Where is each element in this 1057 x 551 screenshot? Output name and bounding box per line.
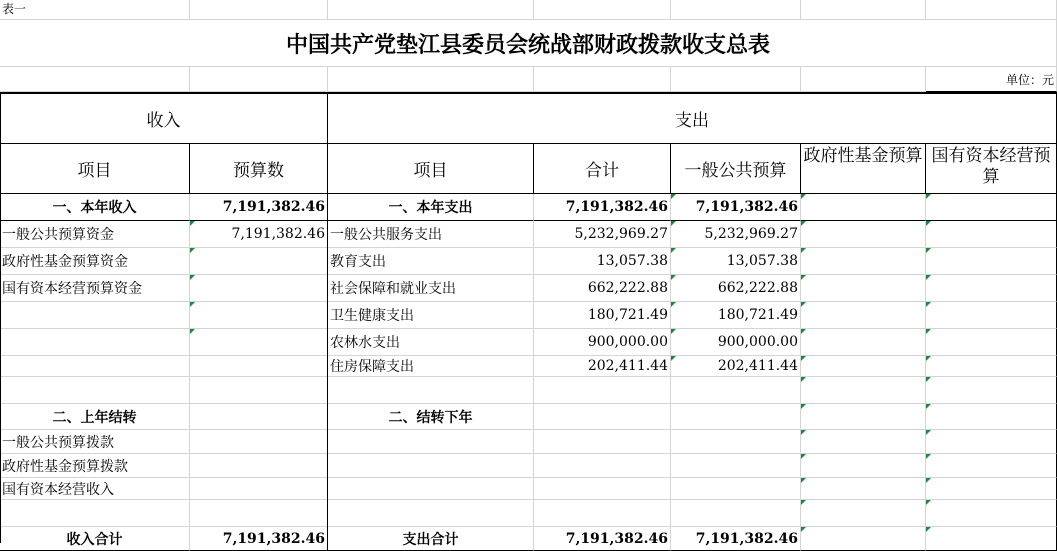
total-cell[interactable]: 180,721.49 xyxy=(534,302,671,329)
expense-item-cell[interactable]: 住房保障支出 xyxy=(328,356,534,377)
table-row xyxy=(0,454,1057,478)
gov-fund-cell[interactable] xyxy=(801,404,926,430)
income-amount-cell[interactable] xyxy=(190,430,328,454)
state-capital-cell[interactable] xyxy=(926,500,1057,527)
table-row xyxy=(0,275,1057,302)
income-item-cell[interactable]: 国有资本经营收入 xyxy=(0,478,190,500)
col-expense-item[interactable]: 项目 xyxy=(328,144,534,194)
sheet-title[interactable]: 中国共产党垫江县委员会统战部财政拨款收支总表 xyxy=(0,20,1057,67)
income-item-cell[interactable] xyxy=(0,329,190,356)
income-amount-cell[interactable] xyxy=(190,248,328,275)
empty-cell[interactable] xyxy=(534,67,671,92)
gov-fund-cell[interactable] xyxy=(801,194,926,221)
income-amount-cell[interactable]: 7,191,382.46 xyxy=(190,194,328,221)
gov-fund-cell[interactable] xyxy=(801,527,926,551)
state-capital-cell[interactable] xyxy=(926,478,1057,500)
income-expense-divider xyxy=(327,92,328,543)
income-item-cell[interactable]: 政府性基金预算资金 xyxy=(0,248,190,275)
total-cell[interactable] xyxy=(534,500,671,527)
expense-header[interactable]: 支出 xyxy=(328,94,1057,144)
general-budget-cell[interactable] xyxy=(671,430,801,454)
gov-fund-cell[interactable] xyxy=(801,248,926,275)
state-capital-cell[interactable] xyxy=(926,430,1057,454)
state-capital-cell[interactable] xyxy=(926,221,1057,248)
expense-item-cell[interactable]: 二、结转下年 xyxy=(328,404,534,430)
income-amount-cell[interactable]: 7,191,382.46 xyxy=(190,221,328,248)
general-budget-cell[interactable]: 5,232,969.27 xyxy=(671,221,801,248)
total-cell[interactable] xyxy=(534,478,671,500)
income-amount-cell[interactable] xyxy=(190,404,328,430)
state-capital-cell[interactable] xyxy=(926,194,1057,221)
unit-label[interactable]: 单位：元 xyxy=(926,67,1057,92)
total-cell[interactable] xyxy=(534,377,671,404)
income-amount-cell[interactable] xyxy=(190,500,328,527)
total-cell[interactable]: 13,057.38 xyxy=(534,248,671,275)
state-capital-cell[interactable] xyxy=(926,248,1057,275)
expense-item-cell[interactable] xyxy=(328,478,534,500)
table-row xyxy=(0,527,1057,551)
income-item-cell[interactable]: 二、上年结转 xyxy=(0,404,190,430)
total-cell[interactable]: 900,000.00 xyxy=(534,329,671,356)
total-cell[interactable] xyxy=(534,454,671,478)
income-amount-cell[interactable] xyxy=(190,356,328,377)
empty-cell[interactable] xyxy=(0,67,190,92)
table-label[interactable]: 表一 xyxy=(0,0,190,20)
income-item-cell[interactable]: 一般公共预算资金 xyxy=(0,221,190,248)
income-amount-cell[interactable] xyxy=(190,275,328,302)
general-budget-cell[interactable] xyxy=(671,478,801,500)
income-amount-cell[interactable] xyxy=(190,302,328,329)
empty-cell[interactable] xyxy=(801,67,926,92)
income-amount-cell[interactable] xyxy=(190,478,328,500)
column-header-row xyxy=(0,144,1057,194)
state-capital-cell[interactable] xyxy=(926,527,1057,551)
empty-cell[interactable] xyxy=(671,0,801,20)
col-general-public-budget[interactable]: 一般公共预算 xyxy=(671,144,801,194)
col-income-item[interactable]: 项目 xyxy=(0,144,190,194)
state-capital-cell[interactable] xyxy=(926,454,1057,478)
gov-fund-cell[interactable] xyxy=(801,478,926,500)
table-row xyxy=(0,248,1057,275)
income-item-cell[interactable]: 收入合计 xyxy=(0,527,190,551)
total-cell[interactable]: 7,191,382.46 xyxy=(534,194,671,221)
general-budget-cell[interactable] xyxy=(671,500,801,527)
empty-cell[interactable] xyxy=(534,0,671,20)
income-amount-cell[interactable] xyxy=(190,454,328,478)
expense-item-cell[interactable]: 卫生健康支出 xyxy=(328,302,534,329)
income-item-cell[interactable] xyxy=(0,377,190,404)
income-amount-cell[interactable]: 7,191,382.46 xyxy=(190,527,328,551)
general-budget-cell[interactable] xyxy=(671,404,801,430)
total-cell[interactable]: 202,411.44 xyxy=(534,356,671,377)
gov-fund-cell[interactable] xyxy=(801,302,926,329)
income-item-cell[interactable]: 政府性基金预算拨款 xyxy=(0,454,190,478)
income-item-cell[interactable] xyxy=(0,302,190,329)
expense-item-cell[interactable] xyxy=(328,500,534,527)
income-item-cell[interactable] xyxy=(0,500,190,527)
empty-cell[interactable] xyxy=(926,0,1057,20)
table-row xyxy=(0,430,1057,454)
empty-cell[interactable] xyxy=(328,67,534,92)
empty-cell[interactable] xyxy=(190,0,328,20)
gov-fund-cell[interactable] xyxy=(801,275,926,302)
total-cell[interactable]: 5,232,969.27 xyxy=(534,221,671,248)
state-capital-cell[interactable] xyxy=(926,404,1057,430)
gov-fund-cell[interactable] xyxy=(801,377,926,404)
expense-item-cell[interactable] xyxy=(328,454,534,478)
table-row xyxy=(0,500,1057,527)
empty-cell[interactable] xyxy=(671,67,801,92)
expense-item-cell[interactable]: 社会保障和就业支出 xyxy=(328,275,534,302)
general-budget-cell[interactable]: 7,191,382.46 xyxy=(671,527,801,551)
empty-cell[interactable] xyxy=(190,67,328,92)
col-state-capital-budget[interactable]: 国有资本经营预算 xyxy=(926,144,1057,194)
col-total[interactable]: 合计 xyxy=(534,144,671,194)
total-cell[interactable]: 7,191,382.46 xyxy=(534,527,671,551)
title-row xyxy=(0,20,1057,67)
general-budget-cell[interactable]: 900,000.00 xyxy=(671,329,801,356)
table-row xyxy=(0,377,1057,404)
table-row xyxy=(0,404,1057,430)
unit-row xyxy=(0,67,1057,92)
income-amount-cell[interactable] xyxy=(190,377,328,404)
general-budget-cell[interactable] xyxy=(671,454,801,478)
expense-item-cell[interactable]: 教育支出 xyxy=(328,248,534,275)
empty-cell[interactable] xyxy=(801,0,926,20)
empty-cell[interactable] xyxy=(328,0,534,20)
income-item-cell[interactable]: 一般公共预算拨款 xyxy=(0,430,190,454)
state-capital-cell[interactable] xyxy=(926,329,1057,356)
state-capital-cell[interactable] xyxy=(926,275,1057,302)
expense-item-cell[interactable]: 一般公共服务支出 xyxy=(328,221,534,248)
gov-fund-cell[interactable] xyxy=(801,500,926,527)
table-row xyxy=(0,194,1057,221)
expense-item-cell[interactable]: 农林水支出 xyxy=(328,329,534,356)
general-budget-cell[interactable]: 662,222.88 xyxy=(671,275,801,302)
general-budget-cell[interactable]: 180,721.49 xyxy=(671,302,801,329)
income-header[interactable]: 收入 xyxy=(0,94,328,144)
table-row xyxy=(0,302,1057,329)
income-item-cell[interactable] xyxy=(0,356,190,377)
state-capital-cell[interactable] xyxy=(926,356,1057,377)
table-left-border xyxy=(0,92,1,543)
general-budget-cell[interactable]: 202,411.44 xyxy=(671,356,801,377)
section-header-row xyxy=(0,92,1057,144)
gov-fund-cell[interactable] xyxy=(801,454,926,478)
income-item-cell[interactable]: 国有资本经营预算资金 xyxy=(0,275,190,302)
state-capital-cell[interactable] xyxy=(926,377,1057,404)
col-budget-amount[interactable]: 预算数 xyxy=(190,144,328,194)
total-cell[interactable] xyxy=(534,404,671,430)
expense-item-cell[interactable]: 支出合计 xyxy=(328,527,534,551)
general-budget-cell[interactable]: 7,191,382.46 xyxy=(671,194,801,221)
table-row xyxy=(0,221,1057,248)
general-budget-cell[interactable]: 13,057.38 xyxy=(671,248,801,275)
expense-item-cell[interactable] xyxy=(328,377,534,404)
gov-fund-cell[interactable] xyxy=(801,430,926,454)
col-gov-fund-budget[interactable]: 政府性基金预算 xyxy=(801,144,926,194)
gov-fund-cell[interactable] xyxy=(801,356,926,377)
label-row xyxy=(0,0,1057,20)
gov-fund-cell[interactable] xyxy=(801,221,926,248)
table-row xyxy=(0,478,1057,500)
income-item-cell[interactable]: 一、本年收入 xyxy=(0,194,190,221)
total-cell[interactable] xyxy=(534,430,671,454)
table-row xyxy=(0,329,1057,356)
total-cell[interactable]: 662,222.88 xyxy=(534,275,671,302)
gov-fund-cell[interactable] xyxy=(801,329,926,356)
general-budget-cell[interactable] xyxy=(671,377,801,404)
expense-item-cell[interactable]: 一、本年支出 xyxy=(328,194,534,221)
table-row xyxy=(0,356,1057,377)
income-amount-cell[interactable] xyxy=(190,329,328,356)
expense-item-cell[interactable] xyxy=(328,430,534,454)
state-capital-cell[interactable] xyxy=(926,302,1057,329)
